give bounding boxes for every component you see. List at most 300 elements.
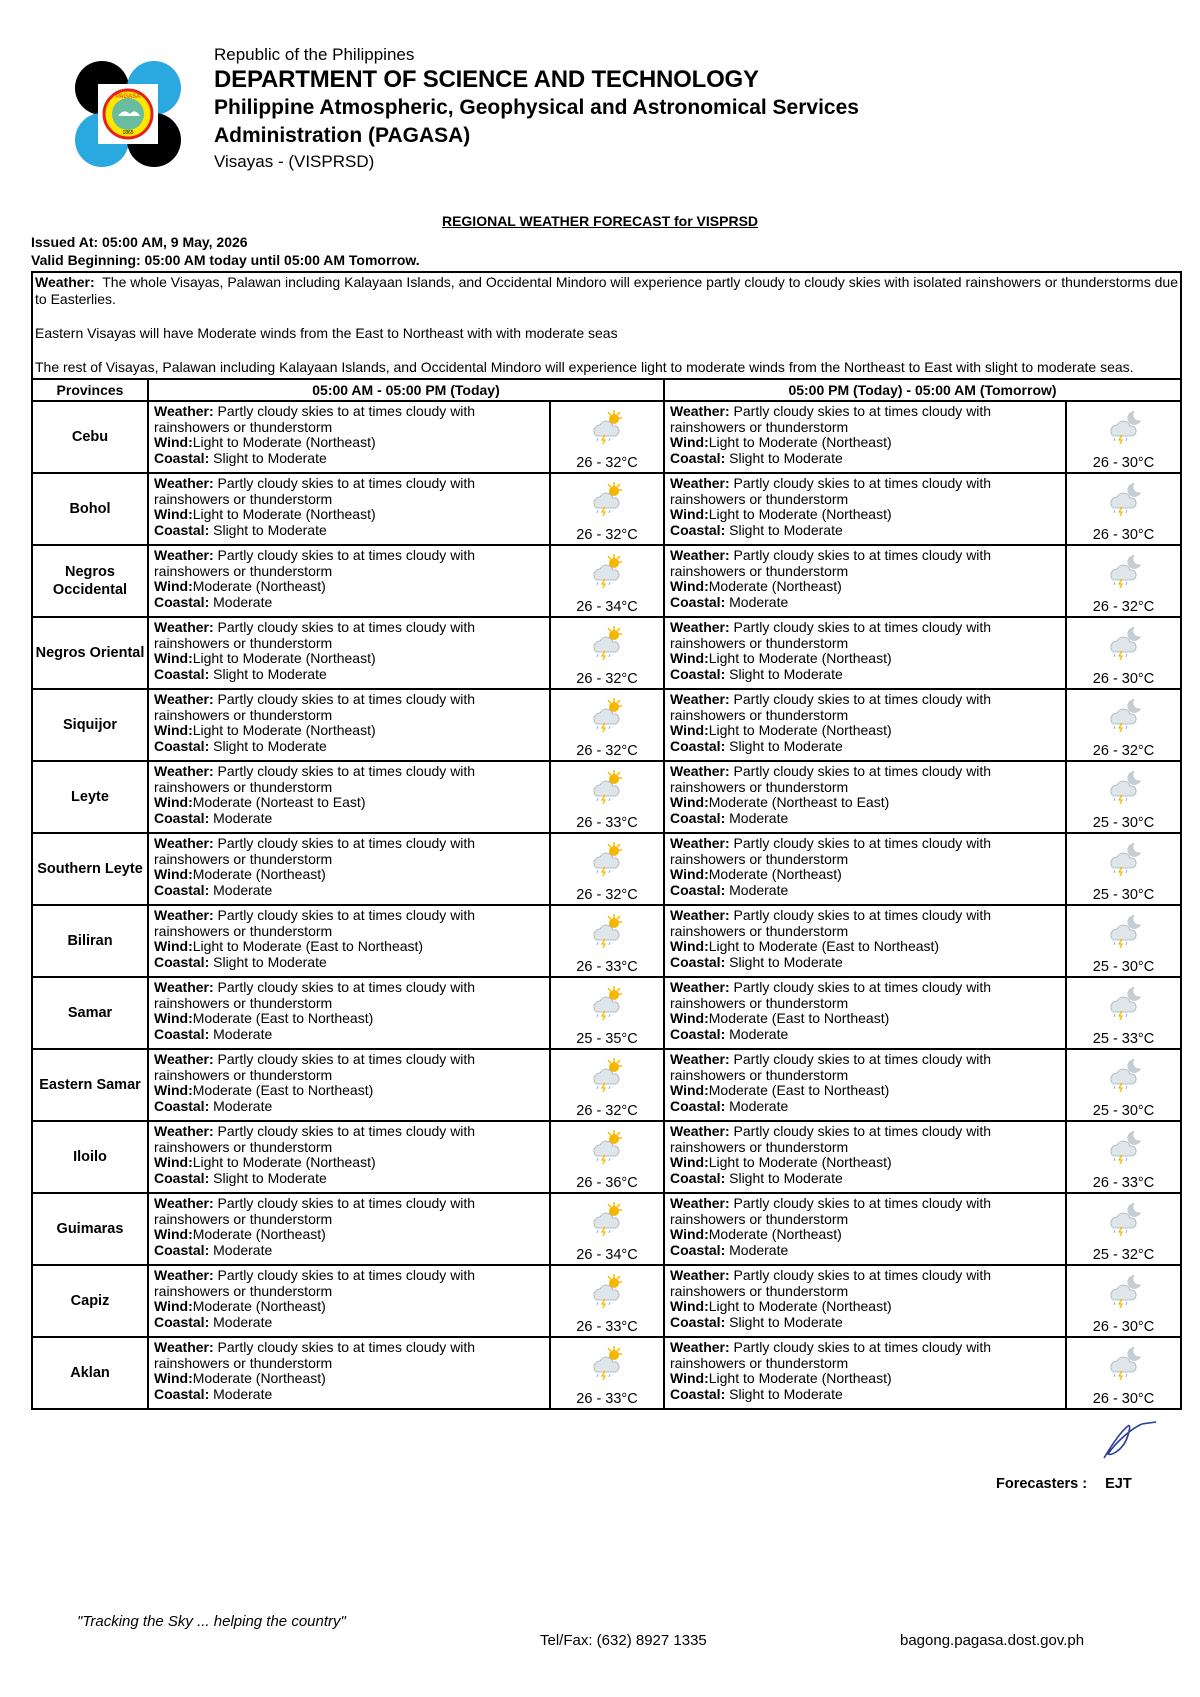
- coastal-label: Coastal:: [154, 1025, 210, 1042]
- day-weather-value: Partly cloudy skies to at times cloudy with rainshowers or thunderstorm: [154, 547, 476, 579]
- wind-label: Wind:: [154, 650, 193, 667]
- partly-cloudy-night-thunder-icon: [1067, 474, 1180, 526]
- day-coastal-value: Slight to Moderate: [213, 449, 327, 466]
- partly-cloudy-night-thunder-icon: [1067, 906, 1180, 958]
- night-temperature: 26 - 32°C: [1092, 743, 1155, 759]
- forecast-night-description: [664, 1193, 1066, 1265]
- night-wind-value: Light to Moderate (Northeast): [708, 434, 892, 451]
- forecast-day-description: [148, 977, 550, 1049]
- coastal-label: Coastal:: [154, 1313, 210, 1330]
- day-weather-value: Partly cloudy skies to at times cloudy with rainshowers or thunderstorm: [154, 475, 476, 507]
- partly-cloudy-day-thunder-icon: [551, 1338, 663, 1390]
- day-wind-value: Moderate (Northeast): [192, 1370, 326, 1387]
- forecast-day-icon-cell: [550, 689, 664, 761]
- coastal-label: Coastal:: [154, 665, 210, 682]
- table-row: [32, 1265, 1181, 1337]
- province-name: Guimaras: [32, 1193, 148, 1265]
- forecast-night-icon-cell: [1066, 1049, 1181, 1121]
- night-weather-value: Partly cloudy skies to at times cloudy with rainshowers or thunderstorm: [670, 1051, 992, 1083]
- forecast-night-description: [664, 1121, 1066, 1193]
- table-row: [32, 977, 1181, 1049]
- forecast-night-description: [664, 473, 1066, 545]
- day-temperature: 26 - 32°C: [576, 455, 638, 471]
- weather-label: Weather:: [670, 619, 730, 635]
- day-wind-value: Moderate (Northeast): [192, 866, 326, 883]
- weather-label: Weather:: [154, 475, 214, 491]
- partly-cloudy-night-thunder-icon: [1067, 762, 1180, 814]
- forecast-night-description: [664, 689, 1066, 761]
- day-temperature: 26 - 32°C: [576, 887, 638, 903]
- table-row: [32, 689, 1181, 761]
- forecast-day-icon-cell: [550, 1193, 664, 1265]
- day-coastal-value: Moderate: [213, 1385, 273, 1402]
- day-temperature: 26 - 33°C: [576, 815, 638, 831]
- night-coastal-value: Slight to Moderate: [729, 1385, 843, 1402]
- issue-info: [31, 233, 420, 269]
- forecast-night-icon-cell: [1066, 977, 1181, 1049]
- night-temperature: 26 - 32°C: [1092, 599, 1155, 615]
- day-temperature: 26 - 32°C: [576, 1103, 638, 1119]
- wind-label: Wind:: [670, 1154, 709, 1171]
- weather-label: Weather:: [670, 403, 730, 419]
- forecast-night-description: [664, 617, 1066, 689]
- partly-cloudy-night-thunder-icon: [1067, 618, 1180, 670]
- partly-cloudy-night-thunder-icon: [1067, 1050, 1180, 1102]
- table-header-row: [32, 379, 1181, 401]
- partly-cloudy-day-thunder-icon: [551, 1266, 663, 1318]
- partly-cloudy-day-thunder-icon: [551, 618, 663, 670]
- day-coastal-value: Slight to Moderate: [213, 665, 327, 682]
- night-weather-value: Partly cloudy skies to at times cloudy with rainshowers or thunderstorm: [670, 763, 992, 795]
- wind-label: Wind:: [154, 1298, 193, 1315]
- night-wind-value: Light to Moderate (Northeast): [708, 650, 892, 667]
- forecast-day-description: [148, 617, 550, 689]
- province-name: Leyte: [32, 761, 148, 833]
- forecast-day-icon-cell: [550, 401, 664, 473]
- day-wind-value: Moderate (Northeast): [192, 1226, 326, 1243]
- day-coastal-value: Moderate: [213, 809, 273, 826]
- night-weather-value: Partly cloudy skies to at times cloudy with rainshowers or thunderstorm: [670, 619, 992, 651]
- night-weather-value: Partly cloudy skies to at times cloudy with rainshowers or thunderstorm: [670, 1267, 992, 1299]
- day-coastal-value: Slight to Moderate: [213, 521, 327, 538]
- weather-label: Weather:: [670, 1195, 730, 1211]
- table-row: [32, 545, 1181, 617]
- partly-cloudy-night-thunder-icon: [1067, 1266, 1180, 1318]
- night-temperature: 26 - 30°C: [1092, 1319, 1155, 1335]
- coastal-label: Coastal:: [670, 1097, 726, 1114]
- partly-cloudy-day-thunder-icon: [551, 546, 663, 598]
- republic-label: Republic of the Philippines: [214, 45, 415, 64]
- forecast-night-icon-cell: [1066, 761, 1181, 833]
- forecast-day-description: [148, 1337, 550, 1409]
- night-temperature: 25 - 30°C: [1092, 1103, 1155, 1119]
- wind-label: Wind:: [154, 1082, 193, 1099]
- table-row: [32, 473, 1181, 545]
- footer-website: bagong.pagasa.dost.gov.ph: [900, 1632, 1085, 1649]
- night-coastal-value: Slight to Moderate: [729, 665, 843, 682]
- wind-label: Wind:: [670, 578, 709, 595]
- forecast-day-description: [148, 473, 550, 545]
- day-coastal-value: Moderate: [213, 1313, 273, 1330]
- coastal-label: Coastal:: [154, 449, 210, 466]
- agency-name-line2: Administration (PAGASA): [214, 124, 471, 147]
- day-weather-value: Partly cloudy skies to at times cloudy with rainshowers or thunderstorm: [154, 403, 476, 435]
- table-row: [32, 1337, 1181, 1409]
- night-temperature: 25 - 30°C: [1092, 815, 1155, 831]
- header-provinces: Provinces: [32, 379, 148, 401]
- forecaster-signature: [1098, 1418, 1160, 1462]
- coastal-label: Coastal:: [154, 737, 210, 754]
- partly-cloudy-day-thunder-icon: [551, 762, 663, 814]
- table-row: [32, 1049, 1181, 1121]
- forecast-day-description: [148, 545, 550, 617]
- partly-cloudy-day-thunder-icon: [551, 474, 663, 526]
- forecast-night-icon-cell: [1066, 833, 1181, 905]
- coastal-label: Coastal:: [670, 449, 726, 466]
- day-wind-value: Light to Moderate (Northeast): [192, 506, 376, 523]
- forecasters-line: [996, 1476, 1132, 1492]
- forecast-night-icon-cell: [1066, 905, 1181, 977]
- province-name: Negros Occidental: [32, 545, 148, 617]
- weather-label: Weather:: [670, 547, 730, 563]
- wind-label: Wind:: [670, 794, 709, 811]
- forecast-night-description: [664, 905, 1066, 977]
- day-weather-value: Partly cloudy skies to at times cloudy with rainshowers or thunderstorm: [154, 1051, 476, 1083]
- night-weather-value: Partly cloudy skies to at times cloudy with rainshowers or thunderstorm: [670, 979, 992, 1011]
- night-coastal-value: Moderate: [729, 1097, 789, 1114]
- partly-cloudy-night-thunder-icon: [1067, 1122, 1180, 1174]
- night-weather-value: Partly cloudy skies to at times cloudy with rainshowers or thunderstorm: [670, 547, 992, 579]
- day-temperature: 26 - 34°C: [576, 599, 638, 615]
- weather-label: Weather:: [154, 979, 214, 995]
- forecast-night-icon-cell: [1066, 401, 1181, 473]
- night-temperature: 26 - 30°C: [1092, 455, 1155, 471]
- coastal-label: Coastal:: [670, 737, 726, 754]
- night-temperature: 25 - 30°C: [1092, 959, 1155, 975]
- wind-label: Wind:: [154, 434, 193, 451]
- partly-cloudy-night-thunder-icon: [1067, 690, 1180, 742]
- forecast-table: [31, 271, 1182, 1410]
- forecast-day-description: [148, 1121, 550, 1193]
- forecasters-label: Forecasters :: [996, 1476, 1088, 1492]
- weather-label: Weather:: [154, 619, 214, 635]
- wind-label: Wind:: [670, 1226, 709, 1243]
- wind-label: Wind:: [670, 650, 709, 667]
- day-temperature: 26 - 32°C: [576, 671, 638, 687]
- province-name: Bohol: [32, 473, 148, 545]
- day-weather-value: Partly cloudy skies to at times cloudy with rainshowers or thunderstorm: [154, 691, 476, 723]
- forecast-day-icon-cell: [550, 545, 664, 617]
- forecast-day-icon-cell: [550, 1121, 664, 1193]
- partly-cloudy-day-thunder-icon: [551, 1194, 663, 1246]
- coastal-label: Coastal:: [670, 521, 726, 538]
- coastal-label: Coastal:: [670, 953, 726, 970]
- forecast-night-icon-cell: [1066, 1337, 1181, 1409]
- coastal-label: Coastal:: [670, 1313, 726, 1330]
- province-name: Samar: [32, 977, 148, 1049]
- table-row: [32, 401, 1181, 473]
- wind-label: Wind:: [670, 1082, 709, 1099]
- night-temperature: 26 - 30°C: [1092, 527, 1155, 543]
- night-coastal-value: Slight to Moderate: [729, 449, 843, 466]
- summary-weather-label: Weather:: [35, 274, 95, 290]
- coastal-label: Coastal:: [154, 953, 210, 970]
- day-temperature: 25 - 35°C: [576, 1031, 638, 1047]
- weather-summary: [32, 272, 1181, 379]
- night-weather-value: Partly cloudy skies to at times cloudy with rainshowers or thunderstorm: [670, 1123, 992, 1155]
- forecast-day-description: [148, 1049, 550, 1121]
- weather-label: Weather:: [670, 1051, 730, 1067]
- province-name: Capiz: [32, 1265, 148, 1337]
- day-wind-value: Moderate (Norteast to East): [192, 794, 366, 811]
- night-wind-value: Light to Moderate (Northeast): [708, 1154, 892, 1171]
- forecast-day-icon-cell: [550, 617, 664, 689]
- weather-label: Weather:: [670, 475, 730, 491]
- province-name: Negros Oriental: [32, 617, 148, 689]
- wind-label: Wind:: [670, 434, 709, 451]
- night-temperature: 25 - 33°C: [1092, 1031, 1155, 1047]
- night-coastal-value: Slight to Moderate: [729, 953, 843, 970]
- document-header: [74, 44, 974, 184]
- day-coastal-value: Slight to Moderate: [213, 737, 327, 754]
- night-wind-value: Moderate (Northeast): [708, 866, 842, 883]
- night-wind-value: Moderate (Northeast): [708, 1226, 842, 1243]
- night-wind-value: Moderate (East to Northeast): [708, 1010, 890, 1027]
- forecast-night-icon-cell: [1066, 1265, 1181, 1337]
- agency-name-line1: Philippine Atmospheric, Geophysical and Astronomical Services: [214, 96, 859, 119]
- table-row: [32, 761, 1181, 833]
- weather-label: Weather:: [154, 691, 214, 707]
- night-temperature: 26 - 30°C: [1092, 1391, 1155, 1407]
- night-coastal-value: Moderate: [729, 1025, 789, 1042]
- night-weather-value: Partly cloudy skies to at times cloudy with rainshowers or thunderstorm: [670, 403, 992, 435]
- partly-cloudy-day-thunder-icon: [551, 906, 663, 958]
- weather-label: Weather:: [670, 907, 730, 923]
- forecast-day-icon-cell: [550, 761, 664, 833]
- weather-label: Weather:: [670, 979, 730, 995]
- wind-label: Wind:: [154, 938, 193, 955]
- wind-label: Wind:: [154, 1010, 193, 1027]
- night-weather-value: Partly cloudy skies to at times cloudy with rainshowers or thunderstorm: [670, 907, 992, 939]
- day-weather-value: Partly cloudy skies to at times cloudy with rainshowers or thunderstorm: [154, 979, 476, 1011]
- summary-weather-text: The whole Visayas, Palawan including Kalayaan Islands, and Occidental Mindoro will experience partly cloudy to cloudy skies with isolated rainshowers or thunderstorms due to Easterlies.: [35, 274, 1178, 307]
- province-name: Siquijor: [32, 689, 148, 761]
- page-title: REGIONAL WEATHER FORECAST for VISPRSD: [441, 213, 759, 229]
- forecast-night-icon-cell: [1066, 1193, 1181, 1265]
- night-weather-value: Partly cloudy skies to at times cloudy with rainshowers or thunderstorm: [670, 1339, 992, 1371]
- forecaster-initials: EJT: [1105, 1476, 1132, 1492]
- night-wind-value: Light to Moderate (Northeast): [708, 1370, 892, 1387]
- forecast-night-description: [664, 545, 1066, 617]
- forecast-day-icon-cell: [550, 977, 664, 1049]
- partly-cloudy-night-thunder-icon: [1067, 546, 1180, 598]
- night-wind-value: Light to Moderate (Northeast): [708, 722, 892, 739]
- forecast-night-description: [664, 1337, 1066, 1409]
- night-weather-value: Partly cloudy skies to at times cloudy with rainshowers or thunderstorm: [670, 691, 992, 723]
- partly-cloudy-day-thunder-icon: [551, 690, 663, 742]
- day-wind-value: Light to Moderate (Northeast): [192, 650, 376, 667]
- forecast-day-icon-cell: [550, 833, 664, 905]
- night-wind-value: Moderate (East to Northeast): [708, 1082, 890, 1099]
- night-wind-value: Moderate (Northeast): [708, 578, 842, 595]
- forecast-day-icon-cell: [550, 905, 664, 977]
- night-temperature: 25 - 32°C: [1092, 1247, 1155, 1263]
- partly-cloudy-day-thunder-icon: [551, 834, 663, 886]
- coastal-label: Coastal:: [154, 1241, 210, 1258]
- weather-label: Weather:: [154, 1267, 214, 1283]
- valid-period: Valid Beginning: 05:00 AM today until 05:00 AM Tomorrow.: [31, 252, 420, 268]
- forecast-day-description: [148, 1193, 550, 1265]
- weather-label: Weather:: [154, 547, 214, 563]
- partly-cloudy-day-thunder-icon: [551, 978, 663, 1030]
- forecast-night-icon-cell: [1066, 689, 1181, 761]
- night-coastal-value: Moderate: [729, 809, 789, 826]
- coastal-label: Coastal:: [154, 809, 210, 826]
- weather-label: Weather:: [670, 1267, 730, 1283]
- day-wind-value: Moderate (Northeast): [192, 578, 326, 595]
- wind-label: Wind:: [154, 866, 193, 883]
- weather-label: Weather:: [154, 835, 214, 851]
- wind-label: Wind:: [154, 1154, 193, 1171]
- forecast-night-description: [664, 1265, 1066, 1337]
- day-temperature: 26 - 32°C: [576, 527, 638, 543]
- department-name: DEPARTMENT OF SCIENCE AND TECHNOLOGY: [214, 66, 759, 93]
- partly-cloudy-day-thunder-icon: [551, 1122, 663, 1174]
- night-weather-value: Partly cloudy skies to at times cloudy with rainshowers or thunderstorm: [670, 475, 992, 507]
- coastal-label: Coastal:: [670, 1025, 726, 1042]
- weather-label: Weather:: [154, 1339, 214, 1355]
- night-coastal-value: Moderate: [729, 881, 789, 898]
- night-wind-value: Moderate (Northeast to East): [708, 794, 890, 811]
- forecast-day-icon-cell: [550, 1265, 664, 1337]
- forecast-day-description: [148, 833, 550, 905]
- day-temperature: 26 - 33°C: [576, 1391, 638, 1407]
- coastal-label: Coastal:: [670, 1385, 726, 1402]
- forecast-day-description: [148, 761, 550, 833]
- day-coastal-value: Moderate: [213, 593, 273, 610]
- forecast-night-description: [664, 401, 1066, 473]
- weather-label: Weather:: [670, 763, 730, 779]
- weather-label: Weather:: [670, 1339, 730, 1355]
- forecast-day-description: [148, 1265, 550, 1337]
- day-weather-value: Partly cloudy skies to at times cloudy with rainshowers or thunderstorm: [154, 1267, 476, 1299]
- province-name: Cebu: [32, 401, 148, 473]
- day-wind-value: Light to Moderate (Northeast): [192, 1154, 376, 1171]
- day-coastal-value: Moderate: [213, 881, 273, 898]
- summary-row: [32, 272, 1181, 379]
- wind-label: Wind:: [670, 722, 709, 739]
- svg-text:1865: 1865: [122, 130, 134, 136]
- forecast-night-icon-cell: [1066, 617, 1181, 689]
- weather-label: Weather:: [154, 1051, 214, 1067]
- weather-label: Weather:: [154, 763, 214, 779]
- night-weather-value: Partly cloudy skies to at times cloudy with rainshowers or thunderstorm: [670, 835, 992, 867]
- day-weather-value: Partly cloudy skies to at times cloudy with rainshowers or thunderstorm: [154, 1339, 476, 1371]
- table-row: [32, 617, 1181, 689]
- partly-cloudy-night-thunder-icon: [1067, 978, 1180, 1030]
- day-weather-value: Partly cloudy skies to at times cloudy with rainshowers or thunderstorm: [154, 763, 476, 795]
- day-weather-value: Partly cloudy skies to at times cloudy with rainshowers or thunderstorm: [154, 619, 476, 651]
- coastal-label: Coastal:: [154, 521, 210, 538]
- svg-text:PAGASA: PAGASA: [115, 94, 141, 100]
- footer-slogan: "Tracking the Sky ... helping the country": [77, 1613, 346, 1630]
- wind-label: Wind:: [154, 722, 193, 739]
- day-coastal-value: Slight to Moderate: [213, 1169, 327, 1186]
- header-tonight: 05:00 PM (Today) - 05:00 AM (Tomorrow): [664, 379, 1181, 401]
- night-temperature: 25 - 30°C: [1092, 887, 1155, 903]
- partly-cloudy-night-thunder-icon: [1067, 1194, 1180, 1246]
- header-today: 05:00 AM - 05:00 PM (Today): [148, 379, 664, 401]
- weather-label: Weather:: [154, 1195, 214, 1211]
- day-wind-value: Moderate (East to Northeast): [192, 1010, 374, 1027]
- dost-pagasa-logo: [74, 60, 182, 168]
- coastal-label: Coastal:: [670, 1241, 726, 1258]
- wind-label: Wind:: [670, 1298, 709, 1315]
- day-coastal-value: Moderate: [213, 1241, 273, 1258]
- coastal-label: Coastal:: [670, 665, 726, 682]
- day-weather-value: Partly cloudy skies to at times cloudy with rainshowers or thunderstorm: [154, 1123, 476, 1155]
- province-name: Eastern Samar: [32, 1049, 148, 1121]
- forecast-day-description: [148, 401, 550, 473]
- night-temperature: 26 - 33°C: [1092, 1175, 1155, 1191]
- partly-cloudy-night-thunder-icon: [1067, 1338, 1180, 1390]
- weather-label: Weather:: [670, 1123, 730, 1139]
- coastal-label: Coastal:: [154, 881, 210, 898]
- night-weather-value: Partly cloudy skies to at times cloudy with rainshowers or thunderstorm: [670, 1195, 992, 1227]
- province-name: Aklan: [32, 1337, 148, 1409]
- forecast-day-icon-cell: [550, 1049, 664, 1121]
- day-wind-value: Light to Moderate (Northeast): [192, 722, 376, 739]
- coastal-label: Coastal:: [670, 809, 726, 826]
- forecast-day-icon-cell: [550, 1337, 664, 1409]
- day-temperature: 26 - 32°C: [576, 743, 638, 759]
- forecast-night-description: [664, 1049, 1066, 1121]
- day-weather-value: Partly cloudy skies to at times cloudy with rainshowers or thunderstorm: [154, 835, 476, 867]
- weather-label: Weather:: [154, 907, 214, 923]
- night-wind-value: Light to Moderate (Northeast): [708, 506, 892, 523]
- coastal-label: Coastal:: [154, 1097, 210, 1114]
- day-wind-value: Moderate (East to Northeast): [192, 1082, 374, 1099]
- wind-label: Wind:: [154, 578, 193, 595]
- forecast-night-description: [664, 761, 1066, 833]
- partly-cloudy-night-thunder-icon: [1067, 834, 1180, 886]
- day-temperature: 26 - 33°C: [576, 1319, 638, 1335]
- day-wind-value: Light to Moderate (Northeast): [192, 434, 376, 451]
- wind-label: Wind:: [670, 866, 709, 883]
- province-name: Biliran: [32, 905, 148, 977]
- night-coastal-value: Slight to Moderate: [729, 521, 843, 538]
- weather-label: Weather:: [670, 691, 730, 707]
- issued-at: Issued At: 05:00 AM, 9 May, 2026: [31, 234, 248, 250]
- night-temperature: 26 - 30°C: [1092, 671, 1155, 687]
- coastal-label: Coastal:: [154, 1385, 210, 1402]
- coastal-label: Coastal:: [670, 1169, 726, 1186]
- summary-rest-of-region: The rest of Visayas, Palawan including Kalayaan Islands, and Occidental Mindoro will experience light to moderate winds from the Northeast to East with slight to moderate seas.: [35, 359, 1134, 375]
- night-coastal-value: Slight to Moderate: [729, 1313, 843, 1330]
- province-name: Iloilo: [32, 1121, 148, 1193]
- table-row: [32, 1121, 1181, 1193]
- table-row: [32, 833, 1181, 905]
- day-wind-value: Moderate (Northeast): [192, 1298, 326, 1315]
- coastal-label: Coastal:: [670, 593, 726, 610]
- forecast-night-description: [664, 977, 1066, 1049]
- wind-label: Wind:: [670, 506, 709, 523]
- partly-cloudy-day-thunder-icon: [551, 402, 663, 454]
- partly-cloudy-night-thunder-icon: [1067, 402, 1180, 454]
- partly-cloudy-day-thunder-icon: [551, 1050, 663, 1102]
- weather-label: Weather:: [154, 403, 214, 419]
- day-coastal-value: Slight to Moderate: [213, 953, 327, 970]
